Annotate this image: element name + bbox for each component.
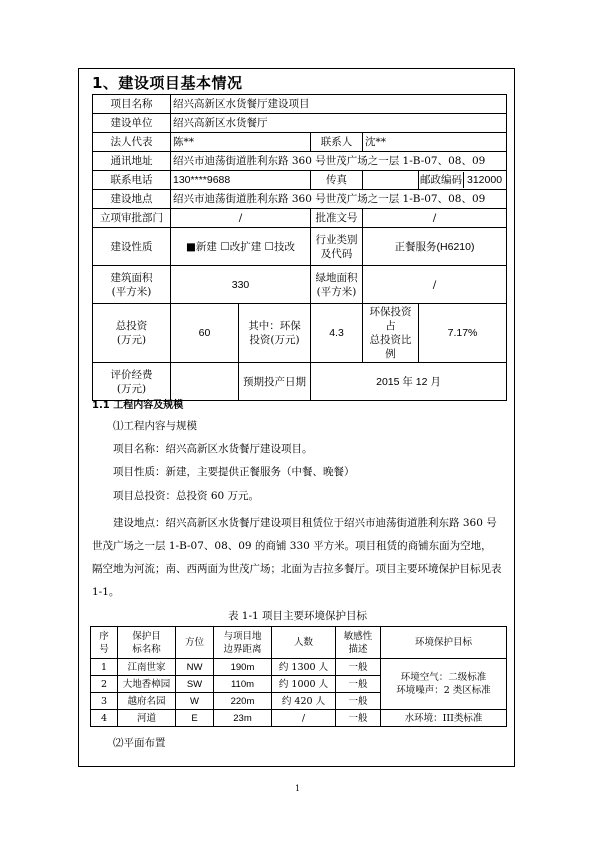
header-sensitivity-line2: 描述: [348, 643, 368, 655]
nature-tech: ☐技改: [264, 240, 295, 253]
row3-dist: 220m: [214, 693, 272, 710]
fax-value: [363, 171, 419, 190]
env-ratio-value: 7.17%: [419, 304, 507, 363]
row3-sens: 一般: [336, 693, 381, 710]
nature-new: ■新建: [186, 240, 217, 253]
address-label: 通讯地址: [93, 152, 171, 171]
approval-dept-label: 立项审批部门: [93, 209, 171, 228]
basic-info-table: [92, 94, 507, 401]
header-target-line2: 标名称: [132, 643, 161, 655]
env-inv-label-line2: 投资(万元): [249, 334, 300, 346]
para-project-nature: 项目性质：新建，主要提供正餐服务（中餐、晚餐）: [113, 466, 355, 478]
row2-sens: 一般: [336, 676, 381, 693]
green-area-label: [311, 266, 363, 304]
env-ratio-label-line1: 环保投资占: [369, 306, 412, 332]
row3-no: 3: [91, 693, 118, 710]
row3-name: 越府名园: [118, 693, 176, 710]
nature-label: 建设性质: [93, 228, 171, 266]
header-target-line1: 保护目: [132, 630, 161, 642]
project-name-label: 项目名称: [93, 95, 171, 114]
header-distance: [214, 627, 272, 659]
row1-sens: 一般: [336, 659, 381, 676]
row1-people: 约 1300 人: [272, 659, 336, 676]
header-target: [118, 627, 176, 659]
row2-no: 2: [91, 676, 118, 693]
subsection-1-1-title: 1.1 工程内容及规模: [92, 400, 184, 411]
row4-name: 河道: [118, 710, 176, 727]
site-label: 建设地点: [93, 190, 171, 209]
legal-rep-label: 法人代表: [93, 133, 171, 152]
row4-people: /: [272, 710, 336, 727]
site-value: 绍兴市迪荡街道胜利东路 360 号世茂广场之一层 1-B-07、08、09: [171, 190, 507, 209]
goal-air-noise: [381, 659, 507, 710]
phone-value: 130****9688: [171, 171, 311, 190]
para-location: 建设地点：绍兴高新区水货餐厅建设项目租赁位于绍兴市迪荡街道胜利东路 360 号世茂广场之一层 1-B-07、08、09 的商铺 330 平方米。项目租赁的商铺东面为空地，隔空地为河流；南、西两面为世茂广场；北面为吉拉多餐厅。项目主要环境保护目标见表 1-1。: [92, 517, 502, 598]
header-goal: 环境保护目标: [381, 627, 507, 659]
total-inv-label-line1: 总投资: [115, 320, 148, 332]
industry-value: 正餐服务(H6210): [363, 228, 507, 266]
para-layout: ⑵平面布置: [113, 737, 166, 749]
row1-dist: 190m: [214, 659, 272, 676]
para-content-scale: ⑴工程内容与规模: [113, 420, 197, 432]
env-inv-value: 4.3: [311, 304, 363, 363]
industry-label-line1: 行业类别: [315, 233, 358, 246]
nature-expand: ☐改扩建: [220, 240, 262, 253]
header-distance-line2: 边界距离: [223, 643, 262, 655]
approval-no-label: 批准文号: [311, 209, 363, 228]
floor-area-value: 330: [171, 266, 311, 304]
total-inv-label: [93, 304, 171, 363]
eval-fee-label-line1: 评价经费: [110, 368, 153, 381]
table-caption: 表 1-1 项目主要环境保护目标: [227, 610, 368, 622]
header-distance-line1: 与项目地: [223, 630, 262, 642]
env-ratio-label: [363, 304, 419, 363]
floor-area-label: [93, 266, 171, 304]
row4-dir: E: [176, 710, 214, 727]
para-total-investment: 项目总投资：总投资 60 万元。: [113, 490, 260, 502]
header-no-line1: 序: [99, 630, 109, 642]
project-name-value: 绍兴高新区水货餐厅建设项目: [171, 95, 507, 114]
row4-sens: 一般: [336, 710, 381, 727]
header-sensitivity: [336, 627, 381, 659]
header-no-line2: 号: [99, 643, 109, 655]
table-row: [91, 710, 507, 727]
table-row: [91, 659, 507, 676]
goal-water: 水环境：III类标准: [381, 710, 507, 727]
industry-label-line2: 及代码: [320, 247, 353, 260]
row3-dir: W: [176, 693, 214, 710]
green-area-label-line2: (平方米): [316, 285, 357, 298]
green-area-label-line1: 绿地面积: [315, 271, 358, 284]
operation-date-label: 预期投产日期: [239, 363, 311, 401]
row1-no: 1: [91, 659, 118, 676]
row1-name: 江南世家: [118, 659, 176, 676]
phone-label: 联系电话: [93, 171, 171, 190]
row1-dir: NW: [176, 659, 214, 676]
section-title: 1、建设项目基本情况: [92, 74, 243, 92]
header-direction: 方位: [176, 627, 214, 659]
industry-label: [311, 228, 363, 266]
para-project-name: 项目名称：绍兴高新区水货餐厅建设项目。: [113, 443, 313, 455]
fax-label: 传真: [311, 171, 363, 190]
row3-people: 约 420 人: [272, 693, 336, 710]
nature-options: [171, 228, 311, 266]
approval-no-value: /: [363, 209, 507, 228]
row2-name: 大地香樟园: [118, 676, 176, 693]
total-inv-value: 60: [171, 304, 239, 363]
unit-value: 绍兴高新区水货餐厅: [171, 114, 507, 133]
header-sensitivity-line1: 敏感性: [343, 630, 373, 642]
eval-fee-value: [171, 363, 239, 401]
contact-value: 沈**: [363, 133, 507, 152]
row4-no: 4: [91, 710, 118, 727]
eval-fee-label: [93, 363, 171, 401]
approval-dept-value: /: [171, 209, 311, 228]
goal-air: 环境空气：二级标准: [400, 672, 487, 683]
header-no: [91, 627, 118, 659]
postcode-cell: [419, 171, 507, 190]
unit-label: 建设单位: [93, 114, 171, 133]
legal-rep-value: 陈**: [171, 133, 311, 152]
env-inv-label-line1: 其中：环保: [248, 320, 301, 332]
floor-area-label-line1: 建筑面积: [110, 271, 153, 284]
contact-label: 联系人: [311, 133, 363, 152]
env-inv-label: [239, 304, 311, 363]
address-value: 绍兴市迪荡街道胜利东路 360 号世茂广场之一层 1-B-07、08、09: [171, 152, 507, 171]
row2-dir: SW: [176, 676, 214, 693]
postcode-label: 邮政编码: [420, 174, 462, 186]
header-people: 人数: [272, 627, 336, 659]
floor-area-label-line2: (平方米): [111, 285, 152, 298]
total-inv-label-line2: (万元): [116, 334, 147, 346]
eval-fee-label-line2: (万元): [116, 382, 147, 395]
operation-date-value: 2015 年 12 月: [311, 363, 507, 401]
row2-dist: 110m: [214, 676, 272, 693]
page-number: 1: [294, 784, 301, 793]
postcode-value: 312000: [463, 172, 502, 188]
row2-people: 约 1000 人: [272, 676, 336, 693]
green-area-value: /: [363, 266, 507, 304]
env-protection-table: [90, 626, 507, 727]
row4-dist: 23m: [214, 710, 272, 727]
goal-noise: 环境噪声：2 类区标准: [396, 685, 491, 696]
env-ratio-label-line2: 总投资比例: [369, 334, 412, 360]
